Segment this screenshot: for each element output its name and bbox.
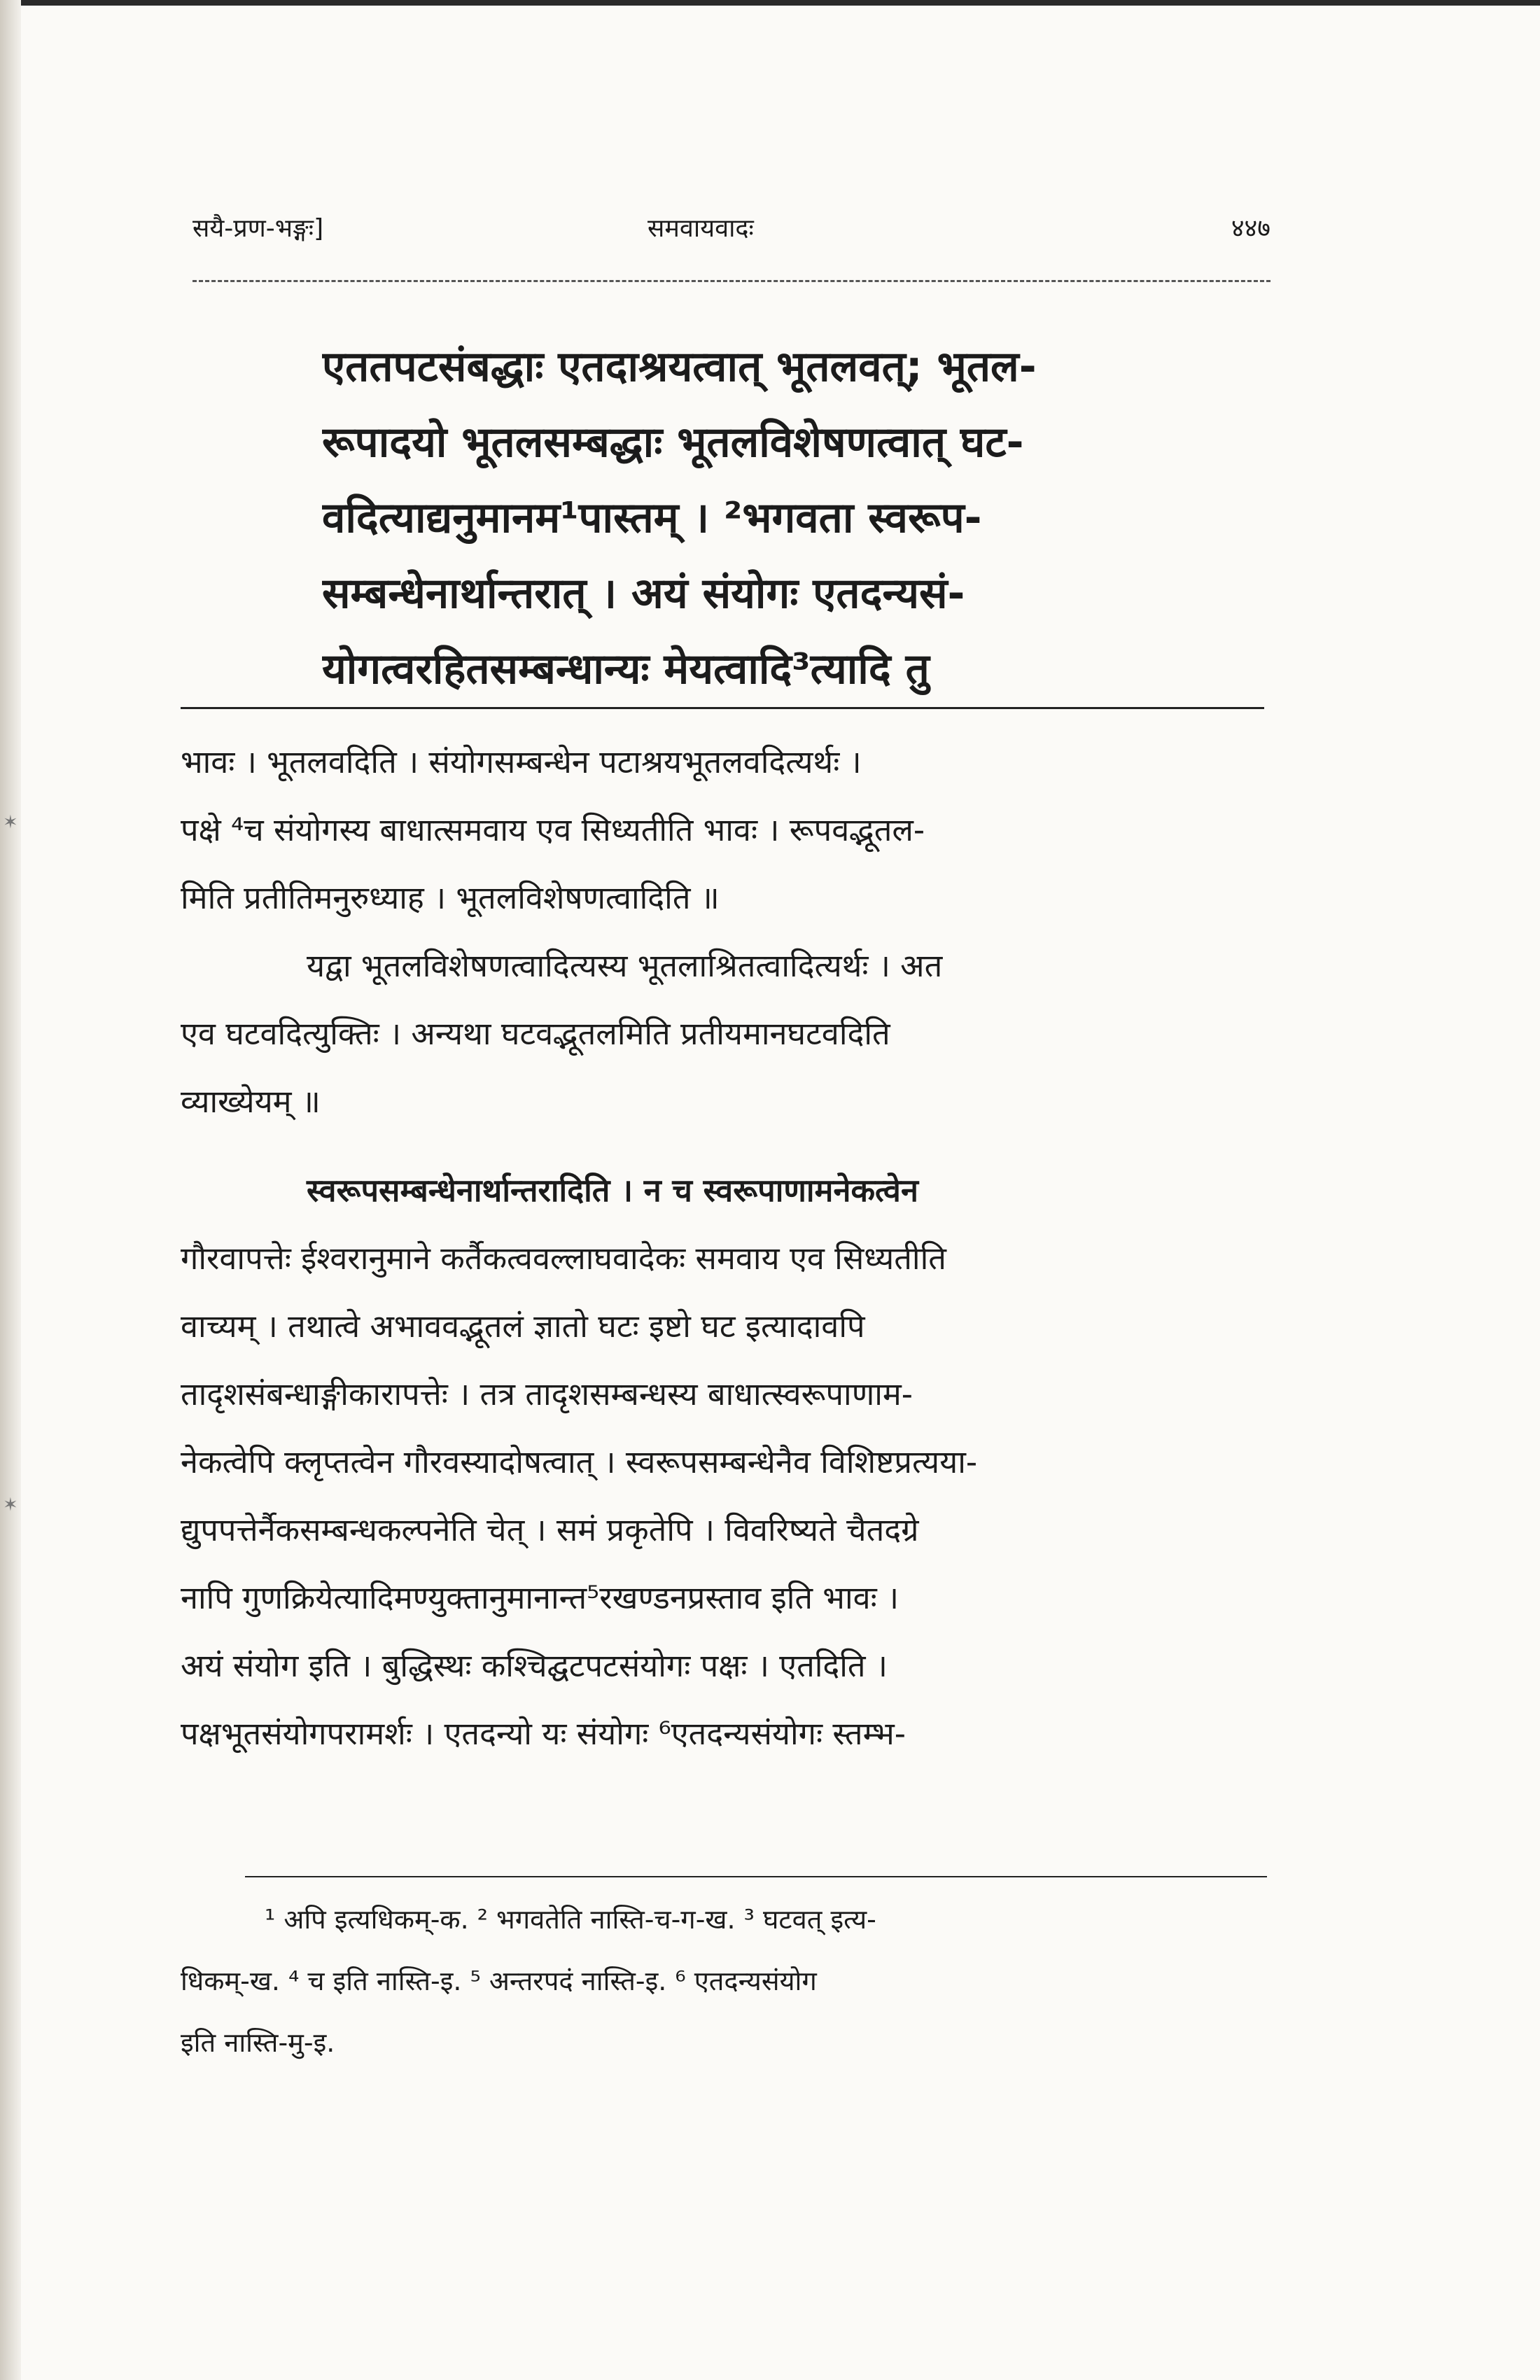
binding-star-icon: ✶	[3, 812, 18, 833]
header-section-title: सयै-प्रण-भङ्गः]	[192, 214, 324, 243]
main-text-line: रूपादयो भूतलसम्बद्धाः भूतलविशेषणत्वात् घट-	[322, 418, 1024, 467]
page-binding-edge	[0, 0, 21, 2380]
header-chapter-title: समवायवादः	[648, 214, 754, 243]
commentary-line: वाच्यम् । तथात्वे अभाववद्भूतलं ज्ञातो घटः इष्टो घट इत्यादावपि	[181, 1308, 865, 1345]
commentary-line: पक्षे ⁴च संयोगस्य बाधात्समवाय एव सिध्यतीति भावः । रूपवद्भूतल-	[181, 811, 925, 848]
page-number: ४४७	[1231, 214, 1270, 243]
main-text-line: सम्बन्धेनार्थान्तरात् । अयं संयोगः एतदन्यसं-	[322, 569, 965, 618]
commentary-line: तादृशसंबन्धाङ्गीकारापत्तेः । तत्र तादृशसम्बन्धस्य बाधात्स्वरूपाणाम-	[181, 1376, 913, 1413]
page-top-edge	[0, 0, 1540, 6]
commentary-block	[181, 728, 1273, 1768]
commentary-line: व्याख्येयम् ॥	[181, 1083, 321, 1120]
commentary-line: मिति प्रतीतिमनुरुध्याह । भूतलविशेषणत्वादिति ॥	[181, 879, 720, 916]
main-text-rule	[181, 707, 1264, 709]
commentary-line: यद्वा भूतलविशेषणत्वादित्यस्य भूतलाश्रितत्वादित्यर्थः । अत	[307, 947, 943, 984]
footnote-line: ¹ अपि इत्यधिकम्-क. ² भगवतेति नास्ति-च-ग-ख. ³ घटवत् इत्य-	[265, 1904, 876, 1935]
commentary-line: पक्षभूतसंयोगपरामर्शः । एतदन्यो यः संयोगः ⁶एतदन्यसंयोगः स्तम्भ-	[181, 1715, 906, 1752]
commentary-line: द्युपपत्तेर्नैकसम्बन्धकल्पनेति चेत् । समं प्रकृतेपि । विवरिष्यते चैतदग्रे	[181, 1511, 919, 1548]
commentary-line: भावः । भूतलवदिति । संयोगसम्बन्धेन पटाश्रयभूतलवदित्यर्थः ।	[181, 743, 862, 780]
footnote-line: धिकम्-ख. ⁴ च इति नास्ति-इ. ⁵ अन्तरपदं नास्ति-इ. ⁶ एतदन्यसंयोग	[181, 1966, 817, 1996]
footnotes-block	[181, 1889, 1273, 2073]
commentary-line: नापि गुणक्रियेत्यादिमण्युक्तानुमानान्त⁵रखण्डनप्रस्ताव इति भावः ।	[181, 1579, 899, 1616]
commentary-line: नेकत्वेपि क्लृप्तत्वेन गौरवस्यादोषत्वात् । स्वरूपसम्बन्धेनैव विशिष्टप्रत्यया-	[181, 1443, 978, 1480]
main-text-line: एततपटसंबद्धाः एतदाश्रयत्वात् भूतलवत्; भूतल-	[322, 342, 1037, 391]
footnote-line: इति नास्ति-मु-इ.	[181, 2027, 335, 2058]
header-rule	[192, 280, 1270, 282]
footnote-rule	[245, 1876, 1267, 1877]
main-text-block	[322, 329, 1162, 707]
commentary-line: अयं संयोग इति । बुद्धिस्थः कश्चिद्घटपटसंयोगः पक्षः । एतदिति ।	[181, 1647, 888, 1684]
commentary-lemma-line: स्वरूपसम्बन्धेनार्थान्तरादिति । न च स्वरूपाणामनेकत्वेन	[307, 1172, 918, 1209]
main-text-line: वदित्याद्यनुमानम¹पास्तम् । ²भगवता स्वरूप-	[322, 493, 982, 542]
main-text-line: योगत्वरहितसम्बन्धान्यः मेयत्वादि³त्यादि तु	[322, 645, 930, 694]
running-header	[192, 210, 1270, 252]
binding-star-icon: ✶	[3, 1494, 18, 1516]
commentary-line: गौरवापत्तेः ईश्वरानुमाने कर्तैकत्ववल्लाघवादेकः समवाय एव सिध्यतीति	[181, 1240, 946, 1277]
commentary-line: एव घटवदित्युक्तिः । अन्यथा घटवद्भूतलमिति प्रतीयमानघटवदिति	[181, 1015, 890, 1052]
